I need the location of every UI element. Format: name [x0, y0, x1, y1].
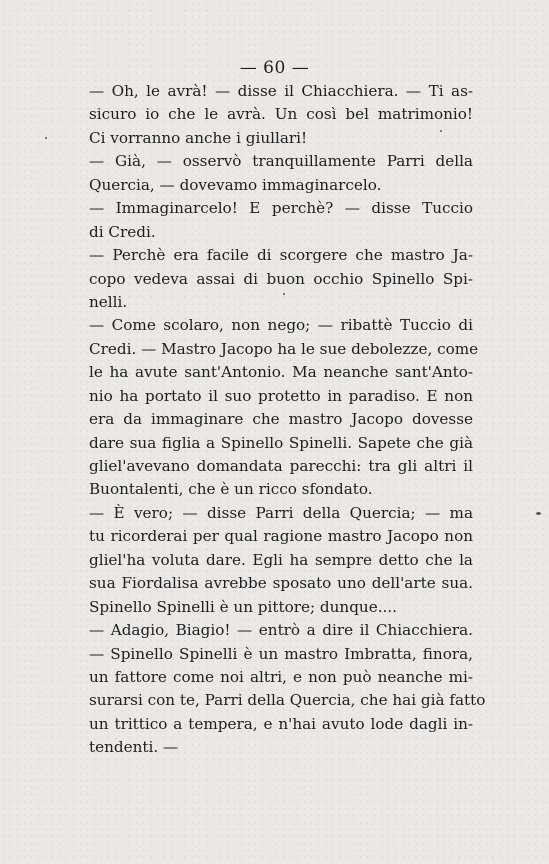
page-number: — 60 — [239, 58, 310, 78]
text-line: — Come scolaro, non nego; — ribattè Tuccio di [89, 316, 473, 335]
text-line: copo vedeva assai di buon occhio Spinello Spi- [89, 269, 473, 288]
text-line: nio ha portato il suo protetto in paradiso. E non [89, 386, 473, 405]
paper-speck [45, 137, 47, 139]
paper-speck [536, 512, 541, 515]
paper-speck [440, 130, 442, 132]
text-line: — Perchè era facile di scorgere che mastro Ja- [89, 246, 473, 265]
text-line: Buontalenti, che è un ricco sfondato. [89, 480, 373, 499]
text-line: dare sua figlia a Spinello Spinelli. Sapete che già [89, 433, 473, 452]
text-line: — Già, — osservò tranquillamente Parri della [89, 152, 473, 171]
text-line: un fattore come noi altri, e non può neanche mi- [89, 667, 473, 686]
text-line: Ci vorranno anche i giullari! [89, 128, 308, 147]
text-line: tu ricorderai per qual ragione mastro Jacopo non [89, 527, 473, 546]
body-text [89, 80, 486, 760]
text-line: Quercia, — dovevamo immaginarcelo. [89, 175, 382, 194]
text-line: Spinello Spinelli è un pittore; dunque.... [89, 597, 398, 616]
text-line: — È vero; — disse Parri della Quercia; — ma [89, 503, 473, 522]
text-line: sicuro io che le avrà. Un così bel matrimonio! [89, 105, 473, 124]
paper-speck [283, 293, 285, 295]
text-line: gliel'avevano domandata parecchi: tra gli altri il [89, 457, 473, 475]
text-line: surarsi con te, Parri della Quercia, che hai già fatto [89, 691, 486, 710]
text-line: — Oh, le avrà! — disse il Chiacchiera. — Ti as- [89, 82, 473, 100]
text-line: — Immaginarcelo! E perchè? — disse Tuccio [89, 199, 473, 218]
text-line: nelli. [89, 292, 128, 311]
text-line: un trittico a tempera, e n'hai avuto lode dagli in- [89, 714, 473, 733]
text-line: sua Fiordalisa avrebbe sposato uno dell'arte sua. [89, 574, 473, 593]
text-line: — Adagio, Biagio! — entrò a dire il Chiacchiera. [89, 621, 473, 640]
text-line: di Credi. [89, 222, 156, 241]
text-line: — Spinello Spinelli è un mastro Imbratta, finora, [89, 644, 473, 663]
text-line: tendenti. — [89, 738, 179, 757]
text-line: gliel'ha voluta dare. Egli ha sempre detto che la [89, 550, 473, 569]
text-line: era da immaginare che mastro Jacopo dovesse [89, 410, 473, 429]
text-line: Credi. — Mastro Jacopo ha le sue debolezze, come [89, 339, 479, 358]
text-line: le ha avute sant'Antonio. Ma neanche sant'Anto- [89, 363, 473, 382]
